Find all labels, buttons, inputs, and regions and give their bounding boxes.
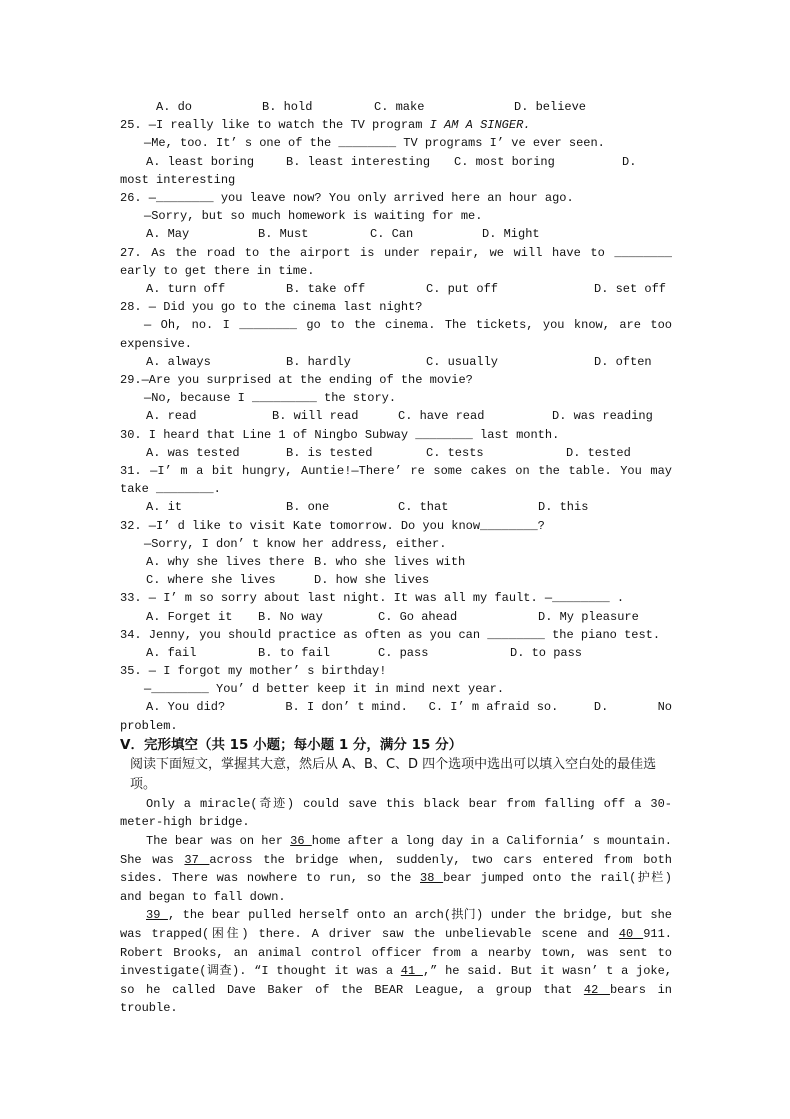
option-c: C. tests	[426, 445, 484, 460]
option-c: C. pass	[378, 645, 429, 660]
option-b: B. one	[286, 500, 330, 515]
option-c: C. usually	[426, 354, 499, 369]
blank-40: 40	[618, 927, 644, 942]
option-a: A. fail	[146, 645, 197, 660]
q26-stem: 26. —________ you leave now? You only arrived here an hour ago.	[120, 190, 574, 205]
blank-36: 36	[290, 834, 312, 849]
option-c: C. Go ahead	[378, 609, 458, 624]
q30-options	[120, 444, 672, 462]
q32-options-row1	[120, 553, 672, 571]
option-a: A. was tested	[146, 445, 240, 460]
q34-options	[120, 644, 672, 662]
blank-42: 42	[583, 982, 610, 997]
q30-stem: 30. I heard that Line 1 of Ningbo Subway ________ last month.	[120, 427, 560, 442]
option-b: B. Must	[258, 227, 309, 242]
section-instruction: 阅读下面短文，掌握其大意，然后从 A、B、C、D 四个选项中选出可以填入空白处的最佳选项。	[130, 756, 657, 792]
q25-stem: 25. —I really like to watch the TV program I AM A SINGER.	[120, 118, 531, 133]
blank-41: 41	[400, 964, 423, 979]
q25-options	[120, 153, 672, 171]
option-a: A. You did?	[146, 700, 226, 715]
option-a: A. turn off	[146, 281, 226, 296]
option-a: A. least boring	[146, 154, 255, 169]
option-d: D. how she lives	[314, 573, 430, 588]
option-c: C. I’ m afraid so.	[428, 700, 559, 715]
option-b: B. who she lives with	[314, 554, 466, 569]
option-d-text: No	[657, 700, 672, 715]
q26-options	[120, 225, 672, 243]
option-a: A. it	[146, 500, 183, 515]
program-title: I AM A SINGER.	[429, 118, 531, 133]
blank-39: 39	[146, 908, 168, 923]
option-b: B. is tested	[286, 445, 373, 460]
q35-stem: 35. — I forgot my mother’ s birthday!	[120, 664, 387, 679]
q29-stem: 29.—Are you surprised at the ending of the movie?	[120, 372, 473, 387]
q25-response: —Me, too. It’ s one of the ________ TV programs I’ ve ever seen.	[144, 136, 605, 151]
option-d: D. tested	[566, 445, 631, 460]
q31-stem: 31. —I’ m a bit hungry, Auntie!—There’ re some cakes on the table. You may take ________.	[120, 463, 672, 497]
option-a: A. May	[146, 227, 190, 242]
option-b: B. take off	[286, 281, 366, 296]
option-a: A. read	[146, 409, 197, 424]
option-c: C. make	[374, 100, 425, 114]
option-c: C. that	[398, 500, 449, 515]
option-c: C. Can	[370, 227, 414, 242]
option-b: B. hardly	[286, 354, 351, 369]
q32-stem: 32. —I’ d like to visit Kate tomorrow. Do you know________?	[120, 518, 545, 533]
option-d: D. My pleasure	[538, 609, 639, 624]
option-b: B. hold	[262, 100, 313, 114]
q35-options	[120, 698, 672, 716]
passage-paragraph-3: 39 , the bear pulled herself onto an arch(拱门) under the bridge, but she was trapped(困住) there. A driver saw the unbelievable scene and 40 911. Robert Brooks, an animal control officer from a nearby town, was sent to investigate(调查). “I thought it was a 41 ,” he said. But it wasn’ t a joke, so he called Dave Baker of the BEAR League, a group that 42 bears in trouble.	[120, 908, 673, 1016]
q31-options	[120, 498, 672, 516]
q35-option-d-overflow: problem.	[120, 718, 178, 733]
q32-options-row2	[120, 571, 672, 589]
option-d: D.	[622, 154, 637, 169]
option-d: D. Might	[482, 227, 540, 242]
q27-stem: 27. As the road to the airport is under repair, we will have to ________ early to get there in time.	[120, 245, 672, 278]
option-a: A. Forget it	[146, 609, 233, 624]
option-d: D. set off	[594, 281, 667, 296]
option-a: A. do	[156, 100, 193, 114]
option-d: D.	[593, 700, 609, 715]
option-c: C. where she lives	[146, 573, 276, 588]
q29-options	[120, 407, 672, 425]
q27-options	[120, 280, 672, 298]
q35-response: —________ You’ d better keep it in mind next year.	[144, 682, 505, 697]
exam-page	[120, 98, 672, 1018]
option-a: A. always	[146, 354, 211, 369]
option-d: D. believe	[514, 100, 587, 114]
option-c: C. put off	[426, 281, 499, 296]
option-b: B. to fail	[258, 645, 331, 660]
q29-response: —No, because I _________ the story.	[144, 391, 397, 406]
blank-37: 37	[184, 852, 210, 867]
option-d: D. this	[538, 500, 589, 515]
q34-stem: 34. Jenny, you should practice as often as you can ________ the piano test.	[120, 627, 661, 642]
option-c: C. most boring	[454, 154, 555, 169]
option-d: D. was reading	[552, 409, 653, 424]
option-b: B. least interesting	[286, 154, 431, 169]
q26-response: —Sorry, but so much homework is waiting for me.	[144, 209, 483, 224]
passage-paragraph-2: The bear was on her 36 home after a long day in a California’ s mountain. She was 37 across the bridge when, suddenly, two cars entered from both sides. There was nowhere to run, so the 38 bear jumped onto the rail(护栏) and began to fall down.	[120, 834, 673, 904]
q28-response: — Oh, no. I ________ go to the cinema. The tickets, you know, are too expensive.	[120, 318, 672, 351]
option-c: C. have read	[398, 409, 485, 424]
option-d: D. to pass	[510, 645, 583, 660]
q32-response: —Sorry, I don’ t know her address, either.	[144, 536, 447, 551]
q28-options	[120, 353, 672, 371]
q33-stem: 33. — I’ m so sorry about last night. It was all my fault. —________ .	[120, 591, 625, 606]
q33-options	[120, 608, 672, 626]
option-b: B. No way	[258, 609, 323, 624]
section-heading: V．完形填空（共 15 小题；每小题 1 分，满分 15 分）	[120, 736, 463, 753]
passage-paragraph-1: Only a miracle(奇迹) could save this black bear from falling off a 30-meter-high bridge.	[120, 796, 672, 830]
q25-option-d-text: most interesting	[120, 172, 236, 187]
blank-38: 38	[420, 871, 444, 886]
option-d: D. often	[594, 354, 652, 369]
option-a: A. why she lives there	[146, 554, 305, 569]
q28-stem: 28. — Did you go to the cinema last night?	[120, 300, 423, 315]
option-b: B. will read	[272, 409, 359, 424]
q24-options	[120, 98, 672, 116]
option-b: B. I don’ t mind.	[285, 700, 408, 715]
